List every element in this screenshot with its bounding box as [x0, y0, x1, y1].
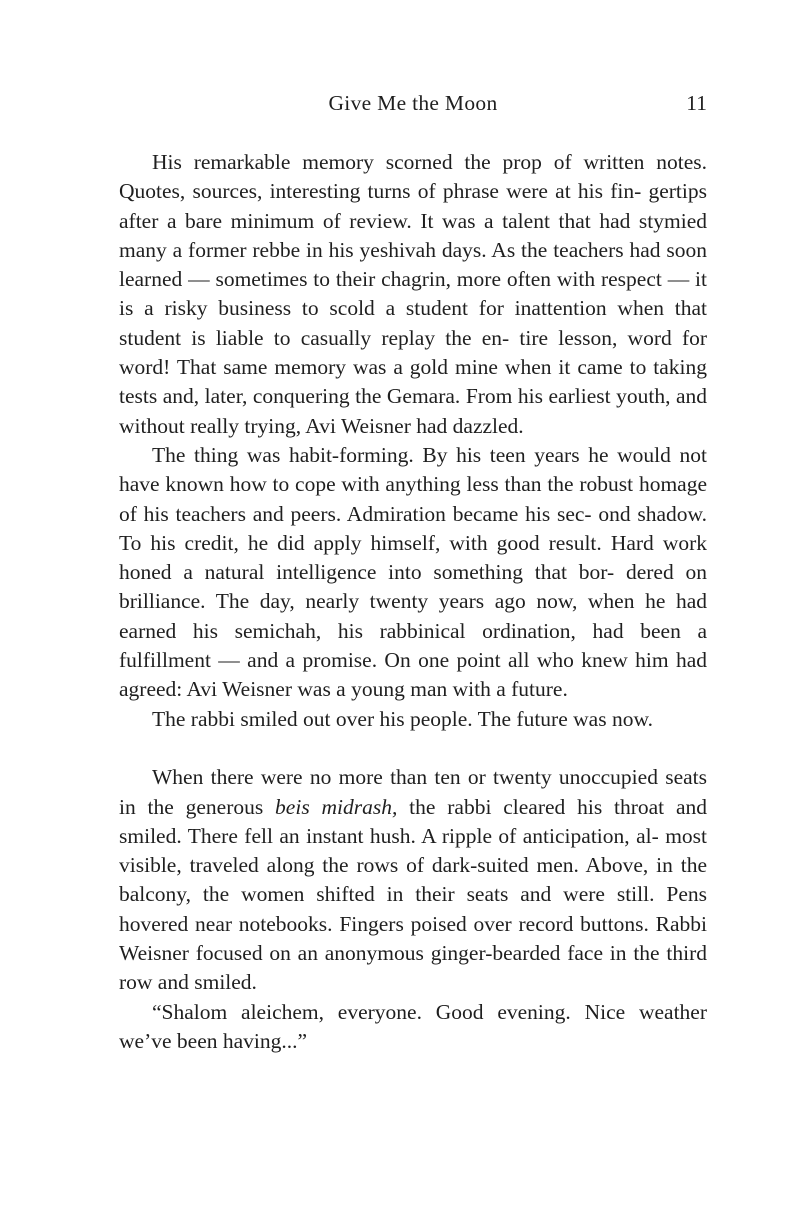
text-line: had dazzled. — [416, 413, 524, 438]
text-line: when it came to taking tests and, later, conquering the Gemara. — [119, 355, 708, 409]
text-line-post: the rabbi cleared his throat and — [397, 794, 708, 819]
text-line: gertips after a bare minimum of review. It was a talent that — [119, 179, 707, 233]
text-line: teachers had soon learned — sometimes to their chagrin, more — [119, 237, 708, 292]
text-line: fulfillment — and a promise. On one point all who knew him had — [119, 648, 707, 673]
paragraph-4 — [119, 763, 707, 997]
text-line: dered on brilliance. The day, nearly twenty years ago now, when — [119, 560, 707, 614]
text-line: ond shadow. To his credit, he did apply himself, with good result. — [119, 501, 708, 555]
text-line: The thing was habit-forming. By his teen years he would — [152, 442, 671, 467]
text-line: he had earned his semichah, his rabbinical ordination, had been a — [119, 589, 707, 643]
text-line: had stymied many a former rebbe in his yeshivah days. As the — [119, 208, 708, 262]
text-line: in the balcony, the women shifted in their seats and were still. — [119, 853, 707, 907]
text-line: Pens hovered near notebooks. Fingers poised over record buttons. — [119, 882, 707, 936]
page-number: 11 — [686, 91, 707, 115]
text-line: His remarkable memory scorned the prop of written notes. — [152, 150, 707, 174]
body-text — [119, 148, 707, 1056]
text-line: Hard work honed a natural intelligence into something that bor- — [119, 530, 708, 585]
text-line: tire lesson, word for word! That same memory was a gold mine — [119, 325, 708, 380]
running-title: Give Me the Moon — [328, 91, 498, 115]
text-line: not have known how to cope with anything less than the robust — [119, 442, 708, 497]
paragraph-2 — [119, 441, 707, 705]
italic-term: beis midrash, — [275, 794, 398, 819]
paragraph-5 — [119, 998, 707, 1057]
text-line: “Shalom aleichem, everyone. Good evening. Nice weather — [152, 999, 707, 1024]
text-line: agreed: Avi Weisner was a young man with a future. — [119, 677, 568, 702]
text-line: inattention when that student is liable to casually replay the en- — [119, 296, 708, 350]
text-line: From his earliest youth, and without really trying, Avi Weisner — [119, 384, 707, 438]
paragraph-3 — [119, 705, 707, 734]
text-line: Rabbi Weisner focused on an anonymous ginger-bearded face in — [119, 911, 707, 966]
section-break — [119, 734, 707, 763]
book-page — [119, 0, 707, 1210]
text-line: the third row and smiled. — [119, 941, 708, 995]
text-line: often with respect — it is a risky business to scold a student for — [119, 267, 707, 321]
text-line: homage of his teachers and peers. Admiration became his sec- — [119, 472, 707, 526]
running-head — [119, 86, 707, 120]
text-line: The rabbi smiled out over his people. The future was now. — [152, 706, 653, 731]
text-line: we’ve been having...” — [119, 1028, 308, 1053]
text-line: When there were no more than ten or twenty unoccupied — [152, 765, 658, 790]
text-line: Quotes, sources, interesting turns of phrase were at his fin- — [119, 179, 642, 204]
text-line: smiled. There fell an instant hush. A ripple of anticipation, al- — [119, 823, 659, 848]
text-line: most visible, traveled along the rows of dark-suited men. Above, — [119, 823, 708, 878]
paragraph-1 — [119, 148, 707, 441]
text-line-pre: seats in the generous — [119, 765, 707, 819]
